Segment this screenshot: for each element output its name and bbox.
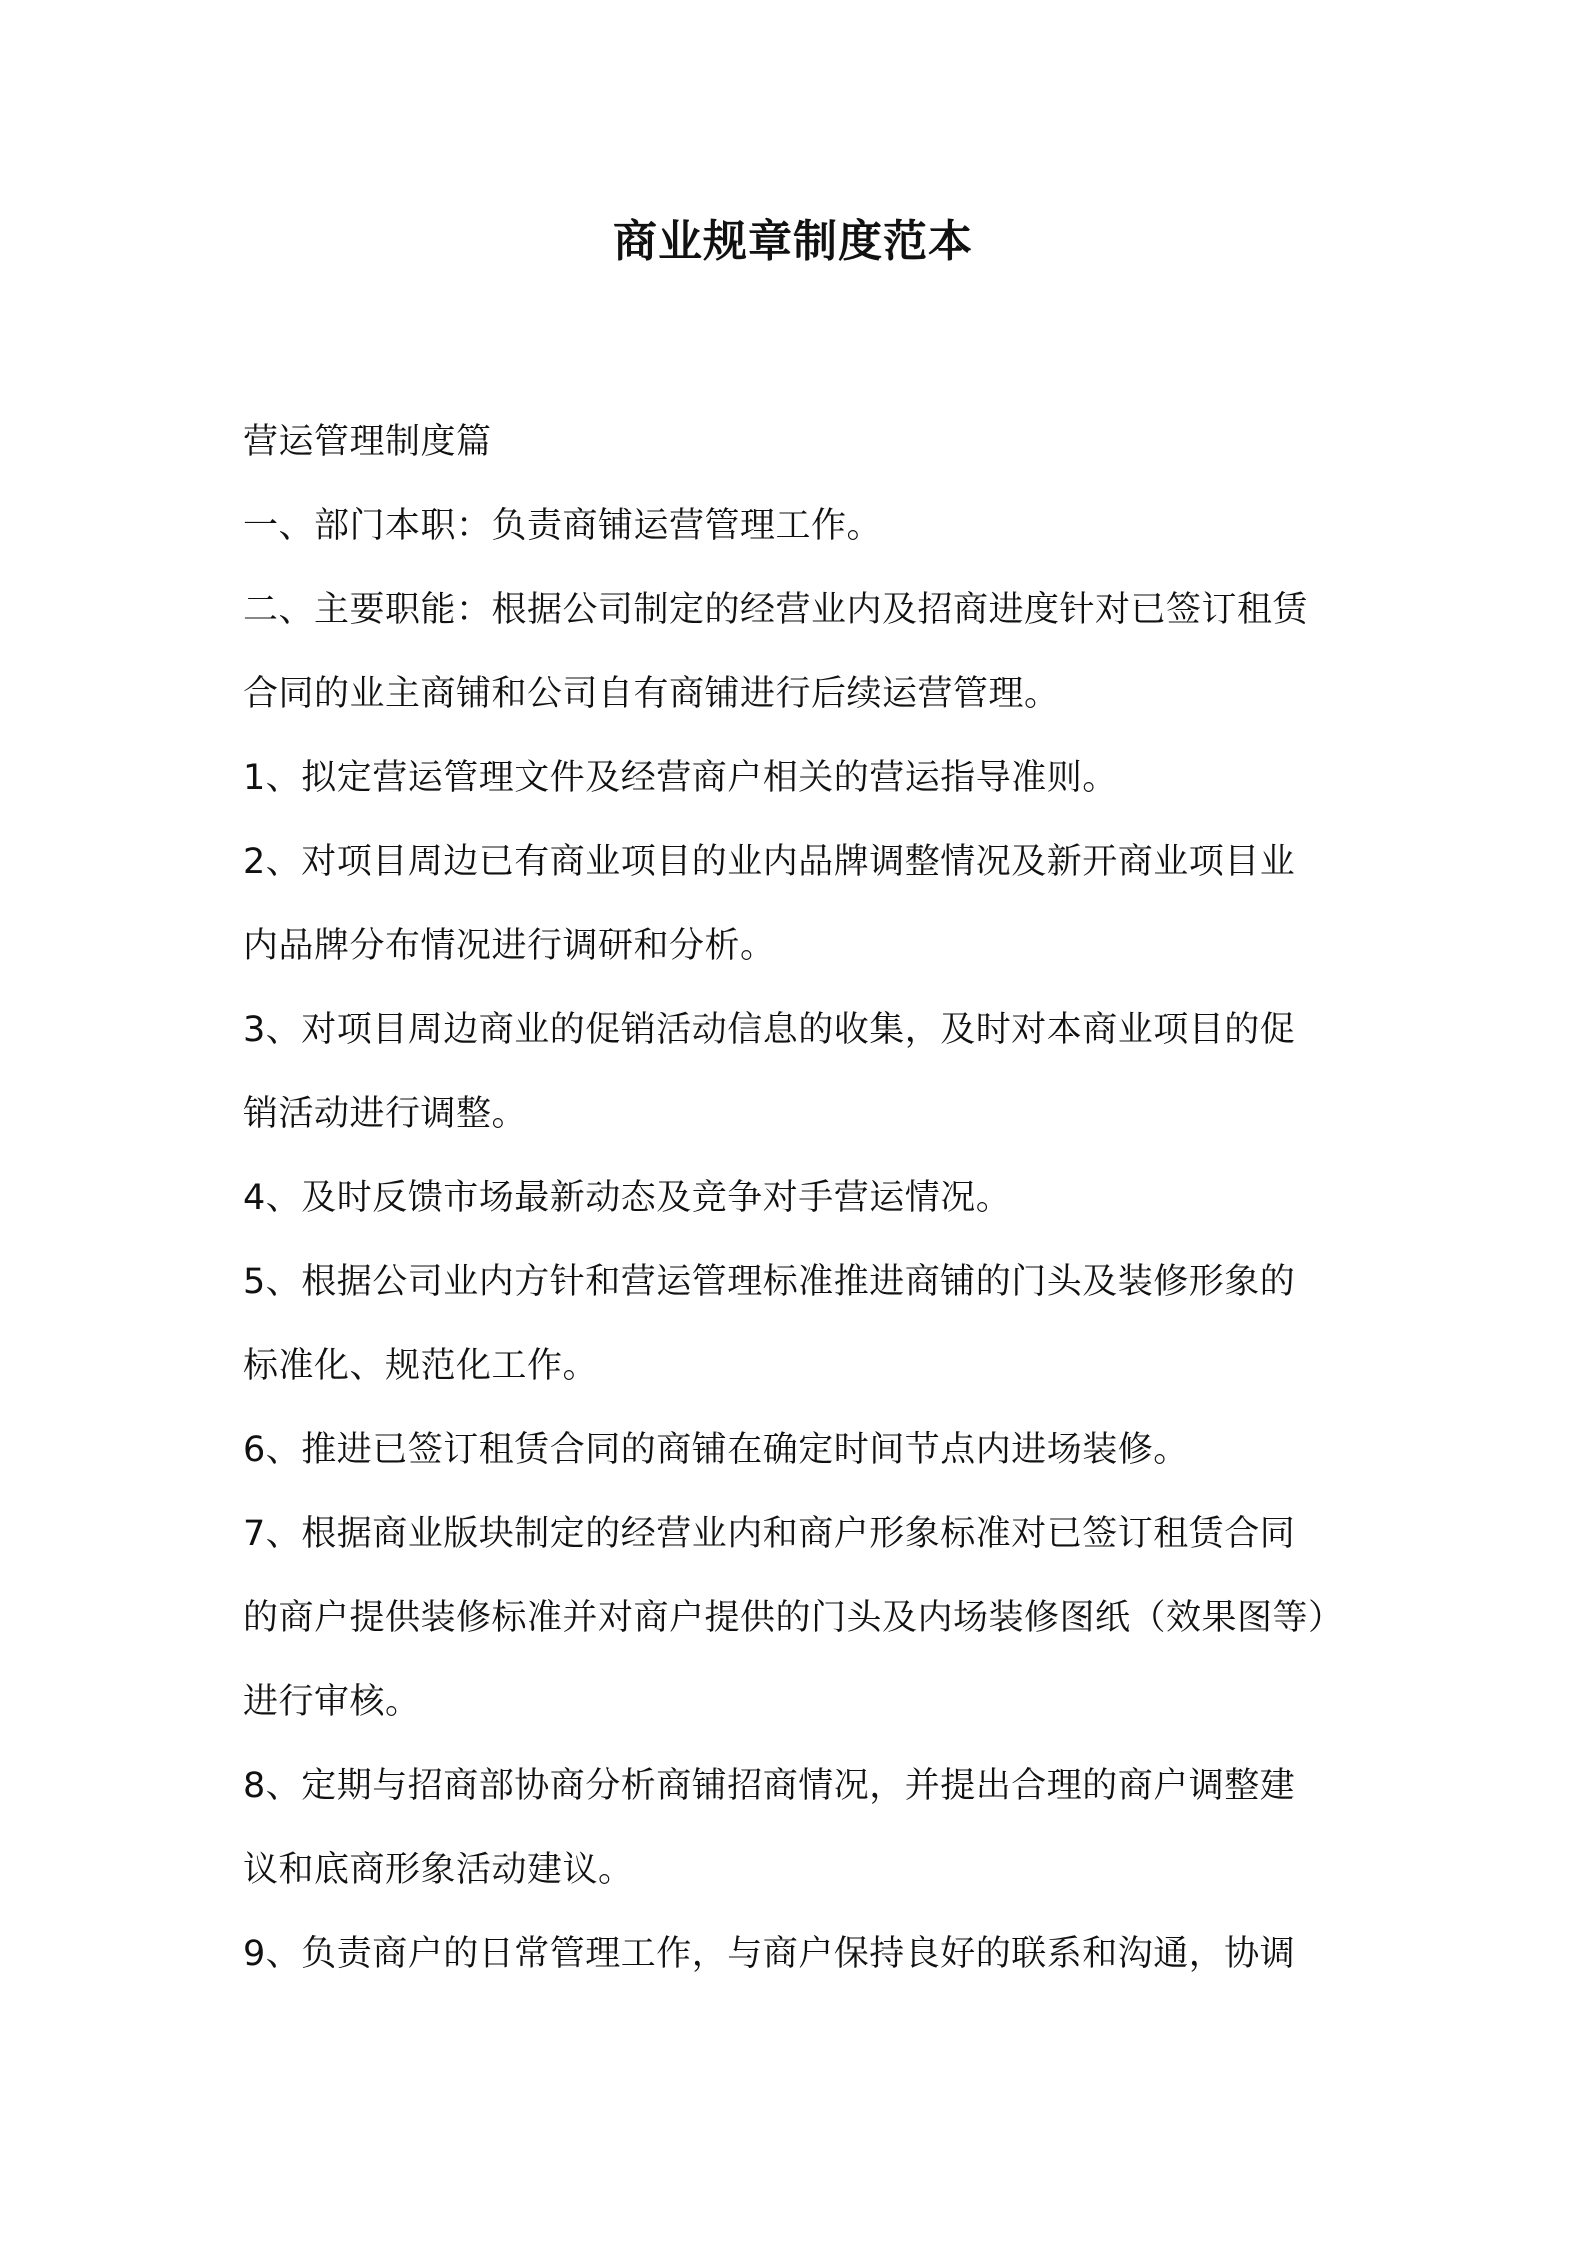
section-heading: 营运管理制度篇 [243, 422, 492, 462]
paragraph-line: 1、拟定营运管理文件及经营商户相关的营运指导准则。 [243, 758, 1118, 798]
paragraph-line: 标准化、规范化工作。 [243, 1346, 599, 1386]
paragraph-line: 合同的业主商铺和公司自有商铺进行后续运营管理。 [243, 674, 1060, 714]
document-body [243, 400, 1363, 1996]
paragraph-line: 9、负责商户的日常管理工作，与商户保持良好的联系和沟通，协调 [243, 1934, 1296, 1974]
paragraph-line: 8、定期与招商部协商分析商铺招商情况，并提出合理的商户调整建 [243, 1766, 1296, 1806]
paragraph-line: 3、对项目周边商业的促销活动信息的收集，及时对本商业项目的促 [243, 1010, 1296, 1050]
document-title: 商业规章制度范本 [613, 216, 973, 267]
paragraph-line: 5、根据公司业内方针和营运管理标准推进商铺的门头及装修形象的 [243, 1262, 1296, 1302]
paragraph-line: 7、根据商业版块制定的经营业内和商户形象标准对已签订租赁合同 [243, 1514, 1296, 1554]
paragraph-line: 二、主要职能：根据公司制定的经营业内及招商进度针对已签订租赁 [243, 590, 1309, 630]
paragraph-line: 内品牌分布情况进行调研和分析。 [243, 926, 776, 966]
paragraph-line: 一、部门本职：负责商铺运营管理工作。 [243, 506, 883, 546]
paragraph-line: 销活动进行调整。 [243, 1094, 528, 1134]
paragraph-line: 进行审核。 [243, 1682, 421, 1722]
paragraph-line: 议和底商形象活动建议。 [243, 1850, 634, 1890]
paragraph-line: 4、及时反馈市场最新动态及竞争对手营运情况。 [243, 1178, 1012, 1218]
paragraph-line: 的商户提供装修标准并对商户提供的门头及内场装修图纸（效果图等） [243, 1598, 1344, 1638]
paragraph-line: 2、对项目周边已有商业项目的业内品牌调整情况及新开商业项目业 [243, 842, 1296, 882]
paragraph-line: 6、推进已签订租赁合同的商铺在确定时间节点内进场装修。 [243, 1430, 1189, 1470]
